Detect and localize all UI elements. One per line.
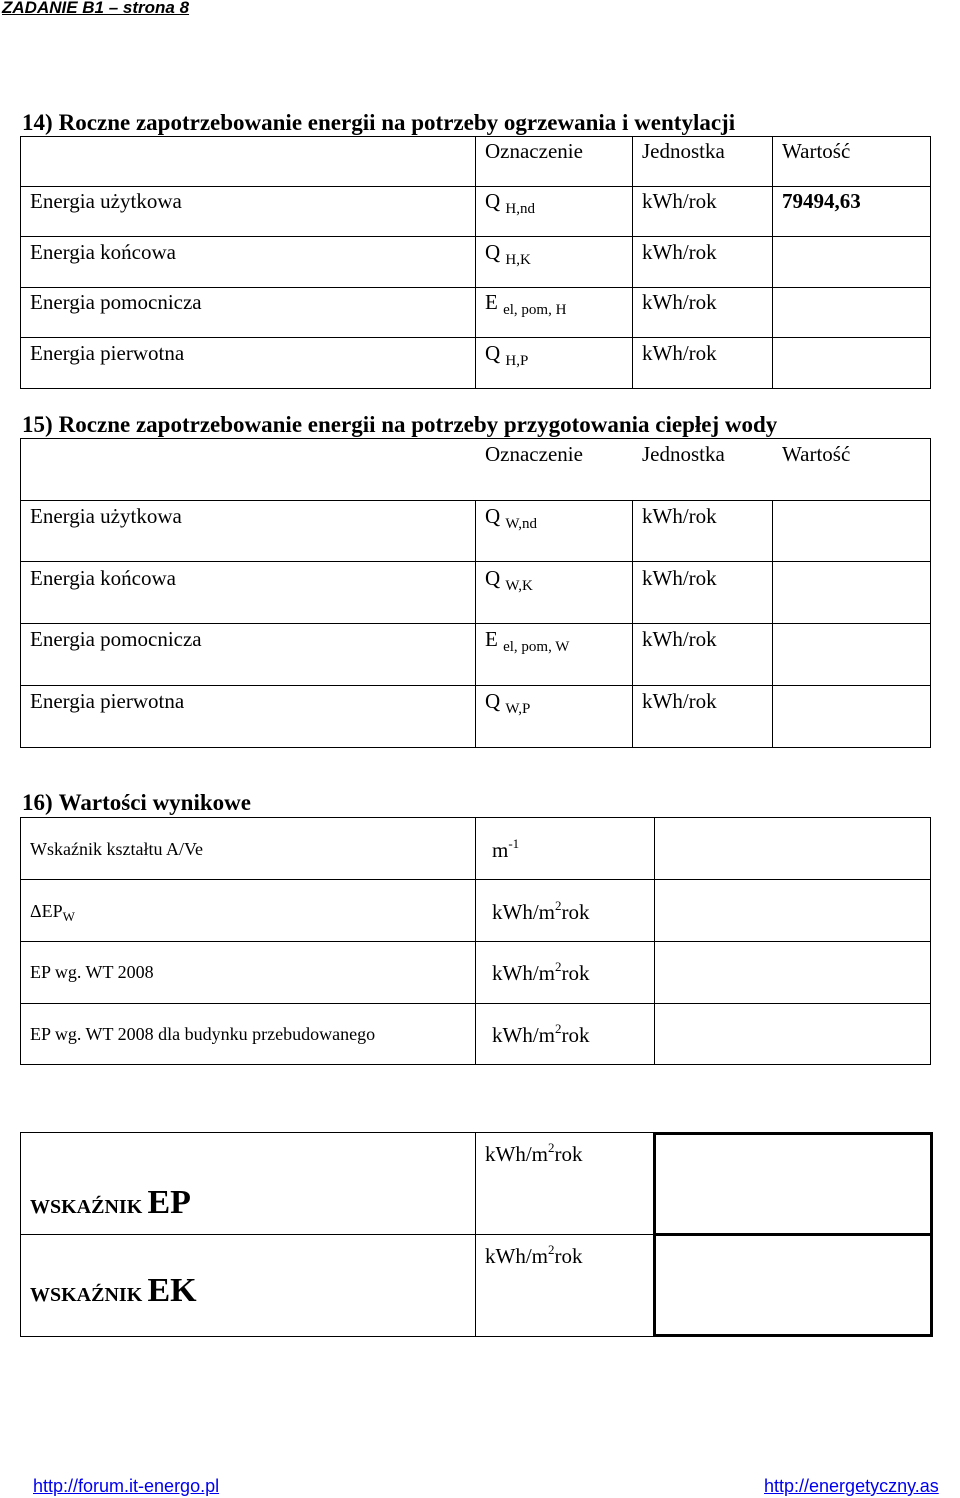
ep-value-box	[653, 1132, 933, 1236]
s15-row-label: Energia końcowa	[30, 566, 176, 590]
ep-indicator-unit: kWh/$m^2rok$	[485, 1140, 583, 1166]
s14-row-symbol: E $_{el, pom, H}$	[485, 290, 567, 318]
ek-indicator-unit: kWh/$m^2rok$	[485, 1242, 583, 1268]
s15-row-label: Energia pierwotna	[30, 689, 185, 713]
s15-row-label: Energia użytkowa	[30, 504, 182, 528]
s14-row-label: Energia końcowa	[30, 240, 176, 264]
s14-row-label: Energia pomocnicza	[30, 290, 202, 314]
section-15-title-text: Roczne zapotrzebowanie energii na potrzeby przygotowania ciepłej wody	[58, 412, 778, 437]
section-16-title	[22, 790, 251, 816]
s16-row-label: EP wg. WT 2008 dla budynku przebudowanego	[30, 1024, 376, 1044]
s14-row-unit: kWh/rok	[642, 189, 717, 213]
ek-value-box	[653, 1233, 933, 1337]
s15-row-unit: kWh/rok	[642, 689, 717, 713]
section-15-title	[22, 412, 777, 438]
section-15-number: 15)	[22, 412, 53, 437]
ep-indicator-label: WSKAŹNIK EP	[30, 1184, 191, 1221]
s15-header-wartosc: Wartość	[782, 442, 851, 466]
s15-row-symbol: Q $_{W,P}$	[485, 689, 531, 717]
s14-row-symbol: Q $_{H,nd}$	[485, 189, 536, 217]
section-14-title-text: Roczne zapotrzebowanie energii na potrzeby ogrzewania i wentylacji	[58, 110, 736, 135]
s16-row-label: $\Delta EP_W$	[30, 901, 75, 924]
ek-indicator-label: WSKAŹNIK EK	[30, 1272, 197, 1309]
s15-header-jednostka: Jednostka	[642, 442, 725, 466]
s15-header-oznaczenie: Oznaczenie	[485, 442, 583, 466]
s16-row-label: EP wg. WT 2008	[30, 962, 154, 982]
section-14-number: 14)	[22, 110, 53, 135]
s14-row-unit: kWh/rok	[642, 341, 717, 365]
s14-header-oznaczenie: Oznaczenie	[485, 139, 583, 163]
section-16-number: 16)	[22, 790, 53, 815]
s16-row-unit: kWh/$m^2rok$	[492, 898, 590, 924]
s14-row-label: Energia użytkowa	[30, 189, 182, 213]
s14-header-jednostka: Jednostka	[642, 139, 725, 163]
s14-row-label: Energia pierwotna	[30, 341, 185, 365]
s15-row-unit: kWh/rok	[642, 627, 717, 651]
s14-header-wartosc: Wartość	[782, 139, 851, 163]
s14-row-symbol: Q $_{H,K}$	[485, 240, 531, 268]
s14-row-unit: kWh/rok	[642, 240, 717, 264]
section-14-title	[22, 110, 735, 136]
s14-row-unit: kWh/rok	[642, 290, 717, 314]
s14-row-value: 79494,63	[782, 189, 861, 213]
s15-row-symbol: Q $_{W,K}$	[485, 566, 533, 594]
s15-row-symbol: Q $_{W,nd}$	[485, 504, 537, 532]
s15-row-unit: kWh/rok	[642, 504, 717, 528]
page-header-label: ZADANIE B1 – strona 8	[2, 0, 190, 17]
s15-row-unit: kWh/rok	[642, 566, 717, 590]
s16-row-unit: kWh/$m^2rok$	[492, 959, 590, 985]
s15-row-symbol: E $_{el, pom, W}$	[485, 627, 570, 655]
footer-left-link[interactable]: http://forum.it-energo.pl	[33, 1476, 220, 1496]
s16-row-unit: kWh/$m^2rok$	[492, 1021, 590, 1047]
s15-row-label: Energia pomocnicza	[30, 627, 202, 651]
footer-right-link[interactable]: http://energetyczny.as	[764, 1476, 939, 1496]
s14-row-symbol: Q $_{H,P}$	[485, 341, 529, 369]
section-16-title-text: Wartości wynikowe	[58, 790, 251, 815]
s16-row-unit: $m^{-1}$	[492, 836, 520, 862]
s16-row-label: Wskaźnik kształtu A/Ve	[30, 839, 203, 859]
